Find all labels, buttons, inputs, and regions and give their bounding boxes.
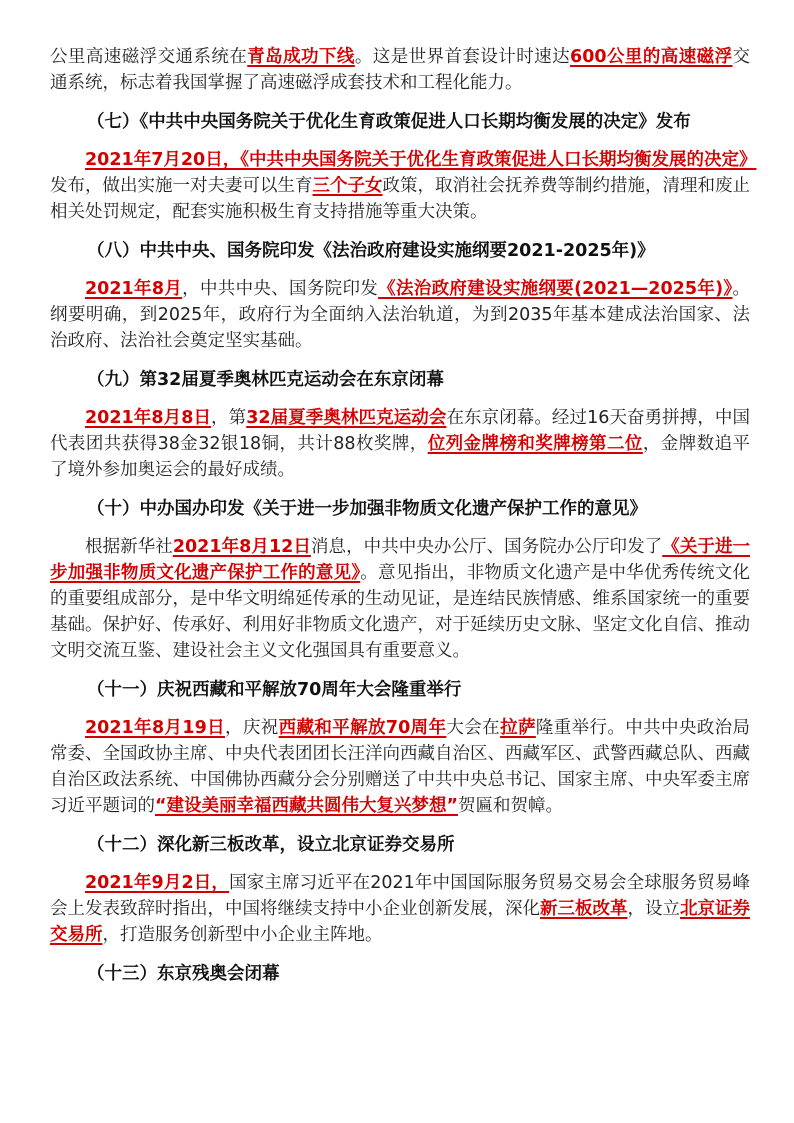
s8-text-1: ，中共中央、国务院印发: [182, 279, 379, 299]
s11-highlight-lhasa: 拉萨: [500, 718, 536, 738]
section-7-heading: （七）《中共中央国务院关于优化生育政策促进人口长期均衡发展的决定》发布: [87, 112, 691, 132]
s10-highlight-date: 2021年8月12日: [172, 537, 311, 557]
s11-text-4: 贺匾和贺幛。: [458, 796, 564, 816]
s11-highlight-date: 2021年8月19日: [85, 718, 226, 738]
intro-highlight-600km: 600公里的高速磁浮: [570, 47, 733, 67]
s12-text-1: 国家主席习近平在2021年中国国际服务贸易交易会全球服务贸易峰会上发表致辞时指出，中国将继续支持中小企业创新发展，深化: [50, 873, 750, 919]
section-7-paragraph: [50, 147, 757, 225]
intro-text-2: 。这是世界首套设计时速达: [354, 47, 571, 67]
s8-highlight-title: 《法治政府建设实施纲要(2021—2025年)》: [378, 279, 733, 299]
s12-highlight-neeq-reform: 新三板改革: [540, 899, 628, 919]
section-10-heading: （十）中办国办印发《关于进一步加强非物质文化遗产保护工作的意见》: [87, 499, 647, 519]
section-8-paragraph: [50, 276, 750, 354]
s12-text-3: ，打造服务创新型中小企业主阵地。: [102, 925, 383, 945]
s11-text-2: 大会在: [446, 718, 501, 738]
s7-text-1: 发布，做出实施一对夫妻可以生育: [50, 176, 313, 196]
s12-text-2: ，设立: [627, 899, 680, 919]
intro-text-3: 交通系统，标志着我国掌握了高速磁浮成套技术和工程化能力。: [50, 47, 751, 93]
s7-text-2: 政策，取消社会抚养费等制约措施，清理和废止相关处罚规定，配套实施积极生育支持措施等重大决策。: [50, 176, 750, 222]
section-12-heading: （十二）深化新三板改革，设立北京证券交易所: [87, 835, 455, 855]
s8-text-2: 。纲要明确，到2025年，政府行为全面纳入法治轨道，为到2035年基本建成法治国家、法治政府、法治社会奠定坚实基础。: [50, 279, 751, 351]
s10-text-1: 根据新华社: [85, 537, 173, 557]
section-13-heading: （十三）东京残奥会闭幕: [87, 964, 280, 984]
s11-text-3: 隆重举行。中共中央政治局常委、全国政协主席、中央代表团团长汪洋向西藏自治区、西藏军区、武警西藏总队、西藏自治区政法系统、中国佛协西藏分会分别赠送了中共中央总书记、国家主席、中央军委主席习近平题词的: [50, 718, 750, 816]
s9-text-1: ，第: [211, 408, 247, 428]
s10-highlight-title: 《关于进一步加强非物质文化遗产保护工作的意见》: [50, 537, 751, 583]
s9-text-2: 在东京闭幕。经过16天奋勇拼搏，中国代表团共获得38金32银18铜，共计88枚奖牌，: [50, 408, 750, 454]
s7-highlight-three-children: 三个子女: [312, 176, 383, 196]
s9-highlight-date: 2021年8月8日: [85, 408, 212, 428]
section-11-heading: （十一）庆祝西藏和平解放70周年大会隆重举行: [87, 680, 462, 700]
section-11-paragraph: [50, 715, 750, 819]
document-page: [50, 44, 757, 987]
intro-paragraph: [50, 44, 750, 96]
s12-highlight-bse: 北京证券交易所: [50, 899, 750, 945]
section-9-heading: （九）第32届夏季奥林匹克运动会在东京闭幕: [87, 370, 444, 390]
section-8-heading: （八）中共中央、国务院印发《法治政府建设实施纲要2021-2025年)》: [87, 241, 655, 261]
s11-text-1: ，庆祝: [225, 718, 279, 738]
section-12-paragraph: [50, 870, 750, 948]
s12-highlight-date: 2021年9月2日，: [85, 873, 230, 893]
intro-text-1: 公里高速磁浮交通系统在: [50, 47, 248, 67]
s10-text-3: 。意见指出，非物质文化遗产是中华优秀传统文化的重要组成部分，是中华文明绵延传承的生动见证，是连结民族情感、维系国家统一的重要基础。保护好、传承好、利用好非物质文化遗产，对于延续历史文脉、坚定文化自信、推动文明交流互鉴、建设社会主义文化强国具有重要意义。: [50, 563, 751, 661]
s11-highlight-anniversary: 西藏和平解放70周年: [278, 718, 447, 738]
s11-highlight-inscription: “建设美丽幸福西藏共圆伟大复兴梦想”: [155, 796, 459, 816]
s9-highlight-olympics: 32届夏季奥林匹克运动会: [246, 408, 447, 428]
section-9-paragraph: [50, 405, 750, 483]
intro-highlight-qingdao: 青岛成功下线: [247, 47, 355, 67]
s8-highlight-date: 2021年8月: [85, 279, 183, 299]
s9-highlight-ranking: 位列金牌榜和奖牌榜第二位: [427, 434, 643, 454]
s9-text-3: ，金牌数追平了境外参加奥运会的最好成绩。: [50, 434, 751, 480]
s7-highlight-date-title: 2021年7月20日，《中共中央国务院关于优化生育政策促进人口长期均衡发展的决定》: [85, 150, 757, 170]
section-10-paragraph: [50, 534, 750, 664]
s10-text-2: 消息，中共中央办公厅、国务院办公厅印发了: [310, 537, 663, 557]
